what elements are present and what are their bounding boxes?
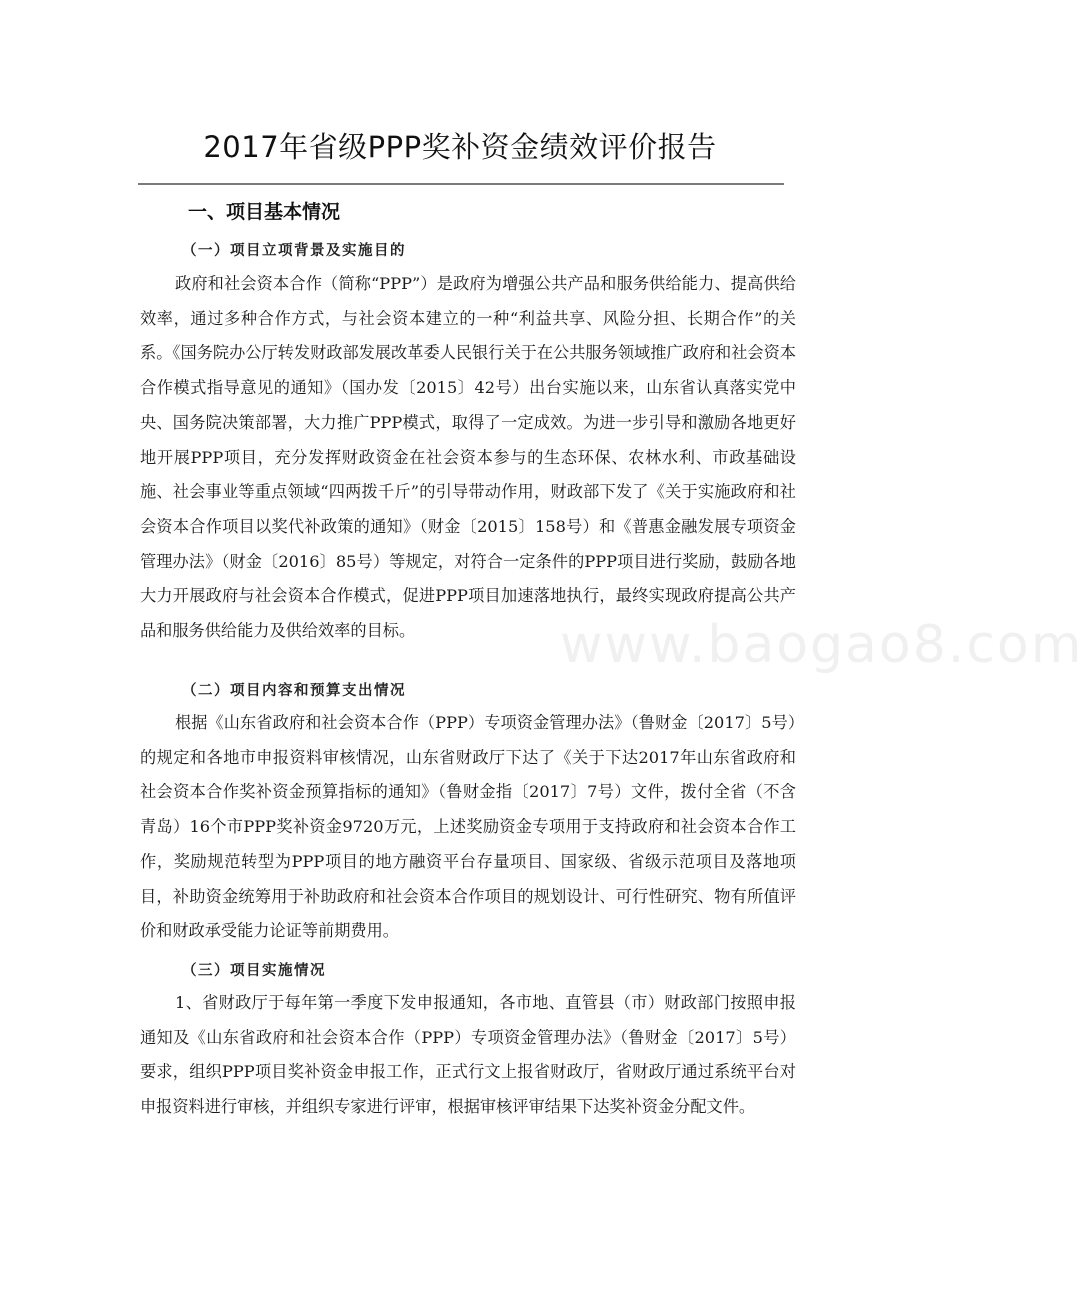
title-divider [138, 183, 784, 185]
section-heading-basic-info: 一、项目基本情况 [188, 201, 341, 223]
paragraph-implementation: 1、省财政厅于每年第一季度下发申报通知，各市地、直管县（市）财政部门按照申报通知及《山东省政府和社会资本合作（PPP）专项资金管理办法》（鲁财金〔2017〕5号）要求，组织PPP项目奖补资金申报工作，正式行文上报省财政厅，省财政厅通过系统平台对申报资料进行审核，并组织专家进行评审，根据审核评审结果下达奖补资金分配文件。 [140, 993, 796, 1117]
paragraph-background: 政府和社会资本合作（简称“PPP”）是政府为增强公共产品和服务供给能力、提高供给效率，通过多种合作方式，与社会资本建立的一种“利益共享、风险分担、长期合作”的关系。《国务院办公厅转发财政部发展改革委人民银行关于在公共服务领域推广政府和社会资本合作模式指导意见的通知》（国办发〔2015〕42号）出台实施以来，山东省认真落实党中央、国务院决策部署，大力推广PPP模式，取得了一定成效。为进一步引导和激励各地更好地开展PPP项目，充分发挥财政资金在社会资本参与的生态环保、农林水利、市政基础设施、社会事业等重点领域“四两拨千斤”的引导带动作用，财政部下发了《关于实施政府和社会资本合作项目以奖代补政策的通知》（财金〔2015〕158号）和《普惠金融发展专项资金管理办法》（财金〔2016〕85号）等规定，对符合一定条件的PPP项目进行奖励，鼓励各地大力开展政府与社会资本合作模式，促进PPP项目加速落地执行，最终实现政府提高公共产品和服务供给能力及供给效率的目标。 [140, 274, 796, 641]
subsection-heading-background: （一）项目立项背景及实施目的 [182, 242, 406, 259]
subsection-heading-budget: （二）项目内容和预算支出情况 [182, 682, 406, 699]
document-title: 2017年省级PPP奖补资金绩效评价报告 [203, 130, 717, 164]
paragraph-budget: 根据《山东省政府和社会资本合作（PPP）专项资金管理办法》（鲁财金〔2017〕5号）的规定和各地市申报资料审核情况，山东省财政厅下达了《关于下达2017年山东省政府和社会资本合作奖补资金预算指标的通知》（鲁财金指〔2017〕7号）文件，拨付全省（不含青岛）16个市PPP奖补资金9720万元，上述奖励资金专项用于支持政府和社会资本合作工作，奖励规范转型为PPP项目的地方融资平台存量项目、国家级、省级示范项目及落地项目，补助资金统筹用于补助政府和社会资本合作项目的规划设计、可行性研究、物有所值评价和财政承受能力论证等前期费用。 [140, 713, 796, 941]
site-watermark: www.baogao8.com [560, 615, 1083, 675]
subsection-heading-implementation: （三）项目实施情况 [182, 962, 326, 979]
